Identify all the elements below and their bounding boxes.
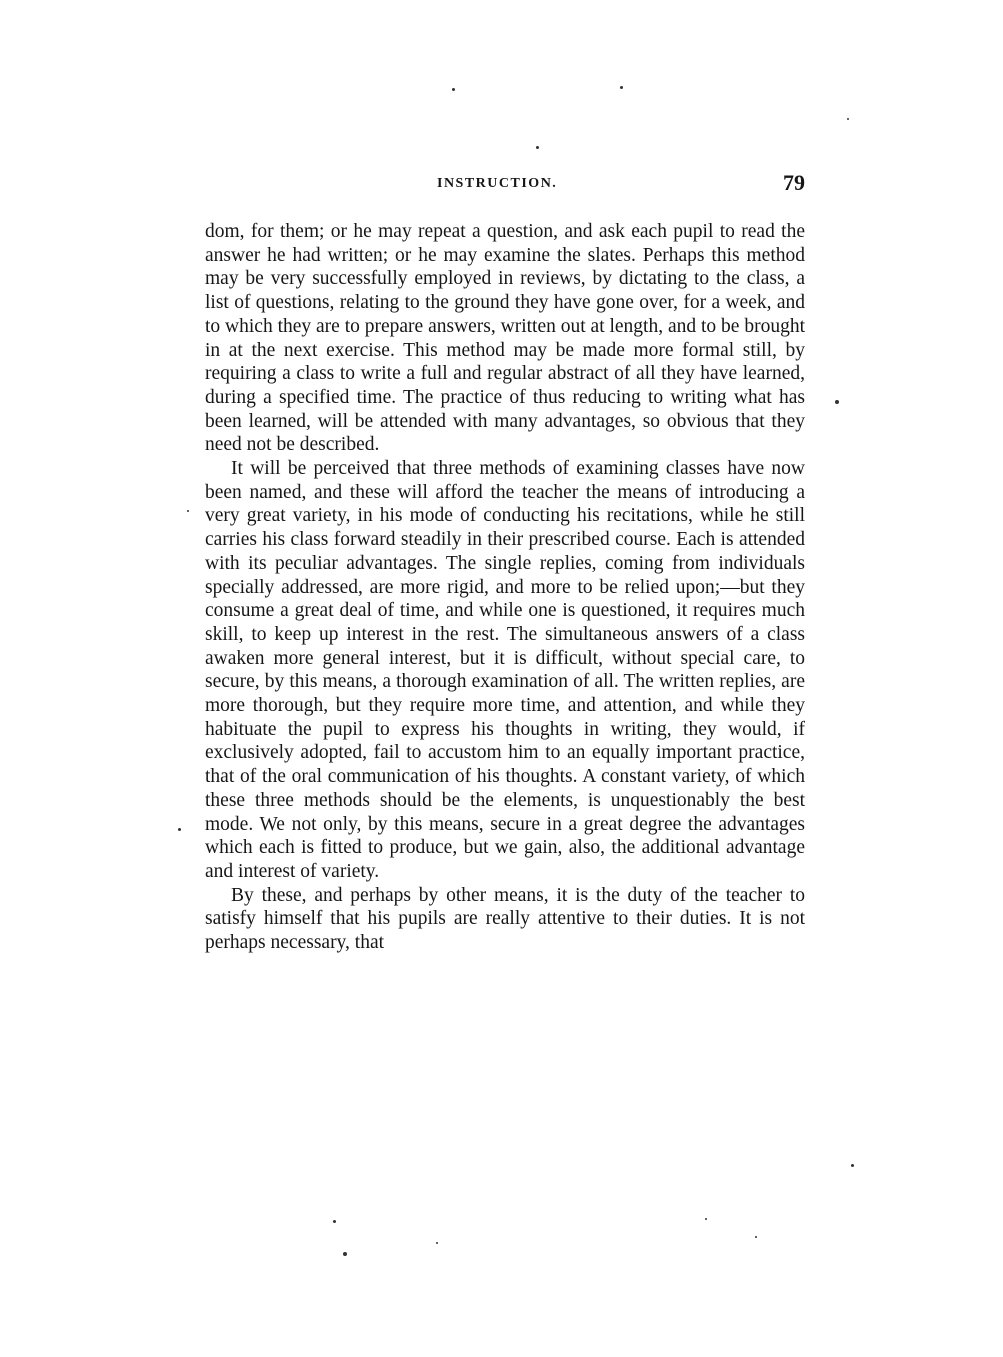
scan-speck [835,400,839,404]
scan-speck [436,1242,438,1244]
scan-speck [620,86,623,89]
scan-speck [705,1218,707,1220]
scan-speck [333,1220,336,1223]
scan-speck [536,146,539,149]
scan-speck [187,510,189,512]
scan-speck [452,88,455,91]
running-head: INSTRUCTION. [437,176,558,191]
paragraph-methods: It will be perceived that three methods of examining classes have now been named, and these will afford the teacher the means of introducing a very great variety, in his mode of conducting his recitations, while he still carries his class forward steadily in their prescribed course. Each is attended with its peculiar advantages. The single replies, coming from individuals specially addressed, are more rigid, and more to be relied upon;—but they consume a great deal of time, and while one is questioned, it requires much skill, to keep up interest in the rest. The simultaneous answers of a class awaken more general interest, but it is difficult, without special care, to secure, by this means, a thorough examination of all. The written replies, are more thorough, but they require more time, and attention, and while they habituate the pupil to express his thoughts in writing, they would, if exclusively adopted, fail to accustom him to an equally important practice, that of the oral communication of his thoughts. A constant variety, of which these three methods should be the elements, is unquestionably the best mode. We not only, by this means, secure in a great degree the advantages which each is fitted to produce, but we gain, also, the additional advantage and interest of variety. [205,458,805,882]
paragraph-continued: dom, for them; or he may repeat a question, and ask each pupil to read the answer he had written; or he may examine the slates. Perhaps this method may be very successfully employed in reviews, by dictating to the class, a list of questions, relating to the ground they have gone over, for a week, and to which they are to prepare answers, written out at length, and to be brought in at the next exercise. This method may be made more formal still, by requiring a class to write a full and regular abstract of all they have learned, during a specified time. The practice of thus reducing to writing what has been learned, will be attended with many advantages, so obvious that they need not be described. [205,221,805,456]
body-text [205,220,805,955]
scan-speck [847,118,849,120]
scan-speck [755,1236,757,1238]
page-number: 79 [783,170,805,195]
scan-speck [178,828,181,831]
paragraph-duty: By these, and perhaps by other means, it is the duty of the teacher to satisfy himself that his pupils are really attentive to their duties. It is not perhaps necessary, that [205,884,805,954]
scan-speck [851,1164,854,1167]
page-header [205,170,805,200]
scan-speck [343,1252,347,1256]
